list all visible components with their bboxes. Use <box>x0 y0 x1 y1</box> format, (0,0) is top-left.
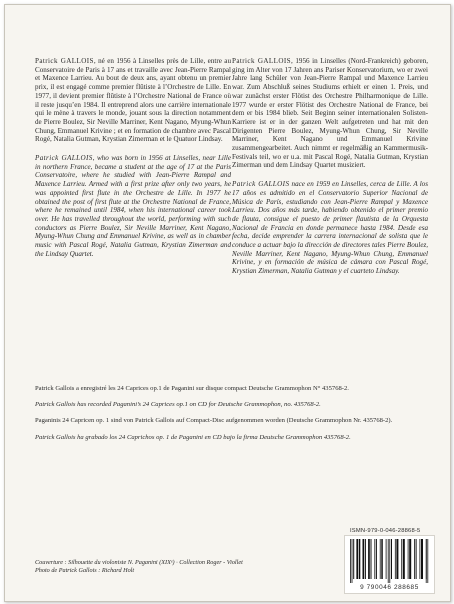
barcode-bar <box>396 539 398 579</box>
barcode-bars <box>349 539 430 583</box>
barcode-bar <box>353 539 354 579</box>
barcode-bar <box>391 539 392 579</box>
bio-french-text: , né en 1956 à Linselles près de Lille, entre au Conservatoire de Paris à 17 ans et travaille avec Jean-Pierre Rampal et Maxence Larrieu. Au bout de deux ans, ayant obtenu un premier prix, il est engagé comme premier flûtiste à l’Orchestre de Lille. En 1977, il devient premier flûtiste à l’Orchestre National de France où il reste jusqu’en 1984. Il entreprend alors une carrière internationale qui le mène à travers le monde, jouant sous la direction notamment de Pierre Boulez, Sir Neville Marriner, Kent Nagano, Myung-Whun Chung, Emmanuel Krivine ; et en formation de chambre avec Pascal Rogé, Natalia Gutman, Krystian Zimerman et le Quatuor Lindsay. <box>35 57 231 144</box>
left-column <box>35 57 231 268</box>
barcode-bar <box>388 539 389 583</box>
barcode-bar <box>414 539 415 579</box>
barcode-bar <box>386 539 387 579</box>
artist-name: Patrick GALLOIS <box>232 180 290 189</box>
bio-german-text: , 1956 in Linselles (Nord-Frankreich) geboren, ging im Alter von 17 Jahren ans Pariser Konservatorium, wo er zwei Jahre lang Schüler von Jean-Pierre Rampal und Maxence Larrieu war. Zum Abschluß seines Studiums erhielt er einen 1. Preis, und war zunächst erster Flötist des Orchestre Philharmonique de Lille. 1977 wurde er erster Flötist des Orchestre National de France, bei dem er bis 1984 blieb. Seit Beginn seiner internationalen Solisten-Karriere ist er in der ganzen Welt aufgetreten und hat mit den Dirigenten Pierre Boulez, Myung-Whun Chung, Sir Neville Marriner, Kent Nagano und Emmanuel Krivine zusammengearbeitet. Auch nimmt er regelmäßig an Kammermusik-Festivals teil, wo er u.a. mit Pascal Rogé, Natalia Gutman, Krystian Zimerman und dem Lindsay Quartet musiziert. <box>232 57 428 170</box>
artist-name: Patrick GALLOIS <box>35 57 94 65</box>
recording-note-french: Patrick Gallois a enregistré les 24 Caprices op.1 de Paganini sur disque compact Deutsche Grammophon N° 435768-2. <box>35 385 349 392</box>
recording-note-english: Patrick Gallois has recorded Paganini’s 24 Caprices op.1 on CD for Deutsche Grammophon, no. 435768-2. <box>35 401 321 409</box>
bio-english-text: , who was born in 1956 at Linselles, near Lille in northern France, became a student at the age of 17 at the Paris Conservatoire, where he studied with Jean-Pierre Rampal and Maxence Larrieu. Armed with a first prize after only two years, he was appointed first flute in the Orchestre de Lille. In 1977 he obtained the post of first flute at the Orchestre National de France, where he remained until 1984, when his international career took over. He has travelled throughout the world, performing with such conductors as Pierre Boulez, Sir Neville Marriner, Kent Nagano, Myung-Whun Chung and Emmanuel Krivine, as well as in chamber music with Pascal Rogé, Natalia Gutman, Krystian Zimerman and the Lindsay Quartet. <box>35 154 231 258</box>
barcode-bar <box>395 539 396 579</box>
back-cover-page <box>4 4 451 602</box>
recording-note-german: Paganinis 24 Capricen op. 1 sind von Patrick Gallois auf Compact-Disc aufgenommen worden (Deutsche Grammophon Nr. 435768-2). <box>35 417 393 425</box>
barcode-bar <box>403 539 405 579</box>
barcode-bar <box>381 539 383 579</box>
barcode-bar <box>368 539 370 579</box>
barcode-bar <box>426 539 427 583</box>
bio-spanish-text: nace en 1959 en Linselles, cerca de Lille. A los 17 años es admitido en el Conservatorio Superior Nacional de Música de París, estudiando con Jean-Pierre Rampal y Maxence Larrieu. Dos años más tarde, habiendo obtenido el primer premio de flauta, consigue el puesto de primer flautista de la Orquesta Nacional de Francia en donde permanece hasta 1984. Desde esa fecha, decide emprender la carrera internacional de solista que le conduce a actuar bajo la dirección de directores tales Pierre Boulez, Neville Marriner, Kent Nagano, Myung-Whun Chung, Emmanuel Krivine, y en formación de música de cámara con Pascal Rogé, Krystian Zimerman, Natalia Gutman y el cuarteto Lindsay. <box>232 180 428 276</box>
artist-name: Patrick GALLOIS <box>232 57 292 65</box>
barcode-bar <box>380 539 381 579</box>
barcode-bar <box>363 539 365 579</box>
photo-credit: Photo de Patrick Gallois : Richard Holt <box>35 567 135 574</box>
barcode-bar <box>376 539 377 579</box>
barcode-bar <box>352 539 353 583</box>
barcode-number: 9 790046 288685 <box>360 584 419 591</box>
barcode-box <box>344 535 435 594</box>
barcode-bar <box>371 539 372 579</box>
bio-english <box>35 154 231 258</box>
barcode-bar <box>359 539 361 579</box>
barcode-bar <box>350 539 351 583</box>
barcode-bar <box>408 539 409 579</box>
bio-spanish <box>232 180 428 276</box>
barcode-bar <box>420 539 421 579</box>
recording-note-spanish: Patrick Gallois ha grabado los 24 Caprichos op. 1 de Paganini en CD bajo la firma Deutsche Grammophon 435768-2. <box>35 433 351 441</box>
ismn-label: ISMN-979-0-046-28868-5 <box>350 528 421 534</box>
cover-credit: Couverture : Silhouette du violoniste N. Paganini (XIXᵉ) · Collection Roger - Viollet <box>35 559 243 566</box>
barcode-bar <box>356 539 358 579</box>
barcode-bar <box>427 539 428 583</box>
barcode-bar <box>421 539 423 579</box>
barcode-bar <box>365 539 366 579</box>
artist-name: Patrick GALLOIS <box>35 154 93 163</box>
barcode-bar <box>409 539 411 579</box>
bio-french <box>35 57 231 144</box>
image-credits <box>35 559 255 575</box>
barcode-bar <box>389 539 390 583</box>
barcode-bar <box>416 539 417 579</box>
recording-notes <box>35 385 425 450</box>
bio-german <box>232 57 428 170</box>
barcode-bar <box>374 539 375 579</box>
barcode-bar <box>401 539 402 579</box>
right-column <box>232 57 428 286</box>
